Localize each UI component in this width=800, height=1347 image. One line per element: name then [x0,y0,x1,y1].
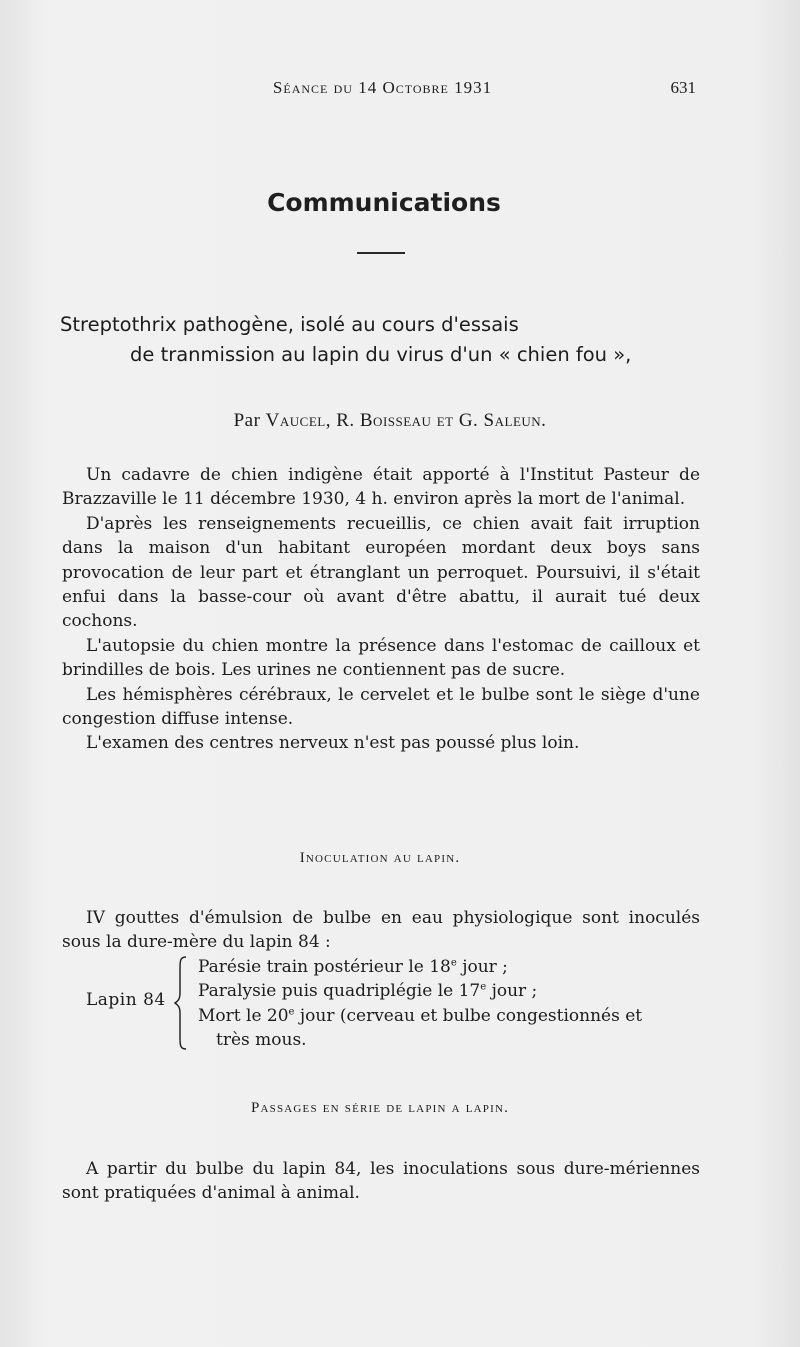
lapin-line: Mort le 20e jour (cerveau et bulbe congestionnés et [198,1005,643,1026]
article-title-line-1: Streptothrix pathogène, isolé au cours d'essais [60,313,519,336]
paragraph: L'autopsie du chien montre la présence dans l'estomac de cailloux et brindilles de bois. Les urines ne contiennent pas de sucre. [62,635,700,681]
final-text [62,1157,700,1206]
paragraph: Un cadavre de chien indigène était apporté à l'Institut Pasteur de Brazzaville le 11 décembre 1930, 4 h. environ après la mort de l'animal. [62,465,700,510]
lapin-line: très mous. [216,1030,307,1051]
lapin-84-observations [86,955,706,1055]
curly-brace-icon [174,955,188,1051]
subhead-inoculation: Inoculation au lapin. [299,850,461,866]
running-head [0,78,800,104]
paragraph: A partir du bulbe du lapin 84, les inoculations sous dure-mériennes sont pratiquées d'animal à animal. [62,1159,700,1204]
article-title-line-2: de tranmission au lapin du virus d'un « chien fou », [130,343,632,366]
page-number: 631 [670,78,696,97]
lapin-line: Paralysie puis quadriplégie le 17e jour ; [198,981,538,1002]
title-divider [357,252,405,254]
lapin-lines [198,955,710,1053]
running-title: Séance du 14 Octobre 1931 [272,78,493,97]
article-title [60,310,720,370]
subhead-passages: Passages en série de lapin a lapin. [250,1100,510,1116]
paragraph: D'après les renseignements recueillis, ce chien avait fait irruption dans la maison d'un habitant européen mordant deux boys sans provocation de leur part et étranglant un perroquet. Poursuivi, il s'était enfui dans la basse-cour où avant d'être abattu, il aurait tué deux cochons. [62,513,700,632]
body-paragraphs [62,463,700,756]
byline-par: Par [233,410,266,431]
byline [0,410,780,432]
paragraph: L'examen des centres nerveux n'est pas poussé plus loin. [86,733,580,754]
byline-authors: Vaucel, R. Boisseau et G. Saleun. [265,410,547,431]
paragraph: IV gouttes d'émulsion de bulbe en eau physiologique sont inoculés sous la dure-mère du lapin 84 : [62,908,700,953]
lapin-label: Lapin 84 [86,990,166,1010]
inoculation-text [62,906,700,955]
paragraph: Les hémisphères cérébraux, le cervelet et le bulbe sont le siège d'une congestion diffuse intense. [62,684,700,730]
lapin-line: Parésie train postérieur le 18e jour ; [198,957,508,977]
section-title: Communications [267,188,501,217]
